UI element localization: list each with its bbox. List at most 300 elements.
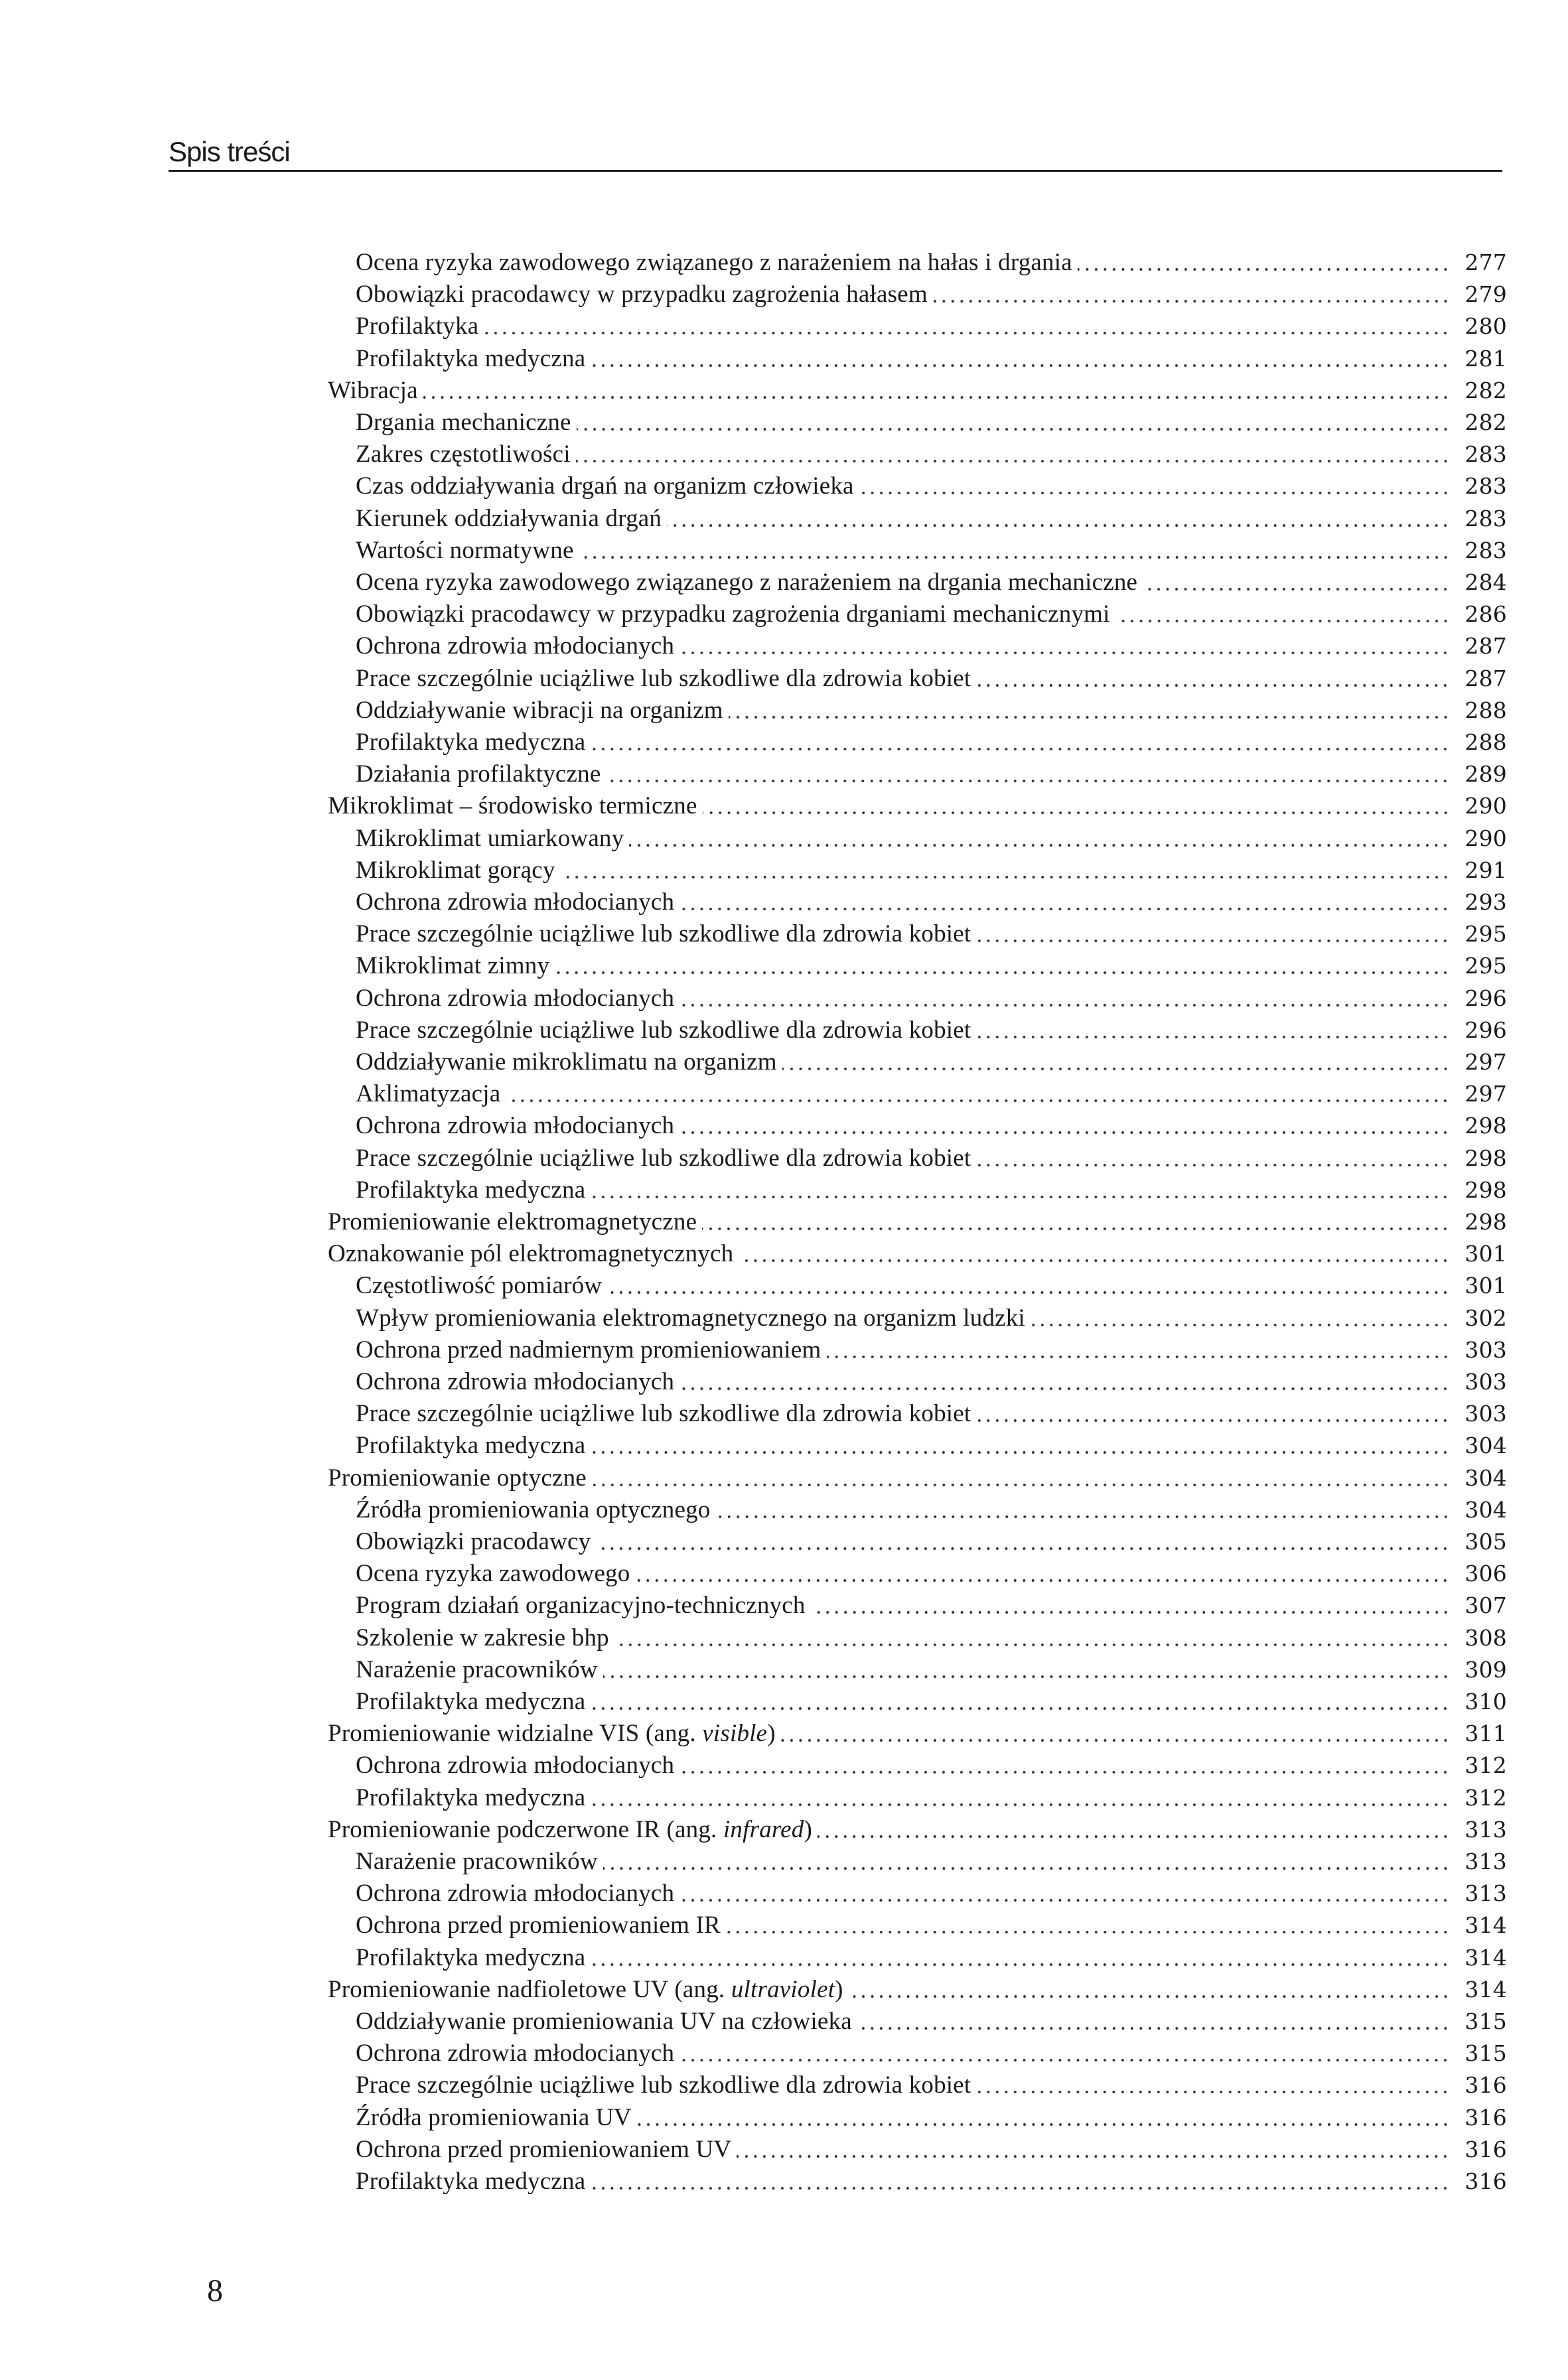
toc-subsection-entry[interactable] [356, 535, 1507, 567]
entry-page-number: 316 [1464, 2104, 1507, 2131]
dot-leader [679, 1898, 1450, 1902]
entry-page-number: 298 [1464, 1113, 1507, 1139]
entry-page-number: 308 [1464, 1624, 1507, 1651]
entry-title [328, 1974, 843, 2006]
entry-page-number: 289 [1464, 761, 1507, 788]
entry-page-number: 305 [1464, 1529, 1507, 1555]
entry-page-number: 286 [1464, 601, 1507, 628]
entry-title-text: Wartości normatywne [356, 536, 574, 564]
entry-page-number: 280 [1464, 313, 1507, 340]
entry-title [356, 1430, 585, 1462]
toc-subsection-entry[interactable] [356, 1398, 1507, 1430]
entry-page-number: 316 [1464, 2168, 1507, 2194]
toc-subsection-entry[interactable] [356, 1526, 1507, 1558]
entry-title-text: Wibracja [328, 376, 418, 404]
entry-title [356, 1942, 585, 1974]
dot-leader [603, 1675, 1450, 1679]
entry-title [356, 886, 674, 918]
entry-page-number: 291 [1464, 857, 1507, 883]
dot-leader [782, 1067, 1450, 1071]
entry-title-text: Aklimatyzacja [356, 1080, 501, 1108]
dot-leader [591, 1707, 1450, 1711]
entry-page-number: 293 [1464, 889, 1507, 915]
entry-title [356, 1878, 674, 1910]
toc-subsection-entry[interactable] [356, 695, 1507, 727]
toc-subsection-entry[interactable] [356, 1622, 1507, 1654]
toc-subsection-entry[interactable] [356, 470, 1507, 502]
toc-subsection-entry[interactable] [356, 1494, 1507, 1526]
dot-leader [716, 1515, 1451, 1519]
entry-title-text: Promieniowanie widzialne VIS (ang. [328, 1720, 703, 1748]
dot-leader [976, 939, 1450, 943]
toc-subsection-entry[interactable] [356, 663, 1507, 695]
entry-title [328, 1238, 733, 1270]
entry-page-number: 304 [1464, 1433, 1507, 1459]
dot-leader [423, 395, 1450, 399]
entry-page-number: 298 [1464, 1209, 1507, 1235]
entry-title-text: Obowiązki pracodawcy [356, 1528, 591, 1555]
entry-title [356, 2069, 971, 2101]
entry-title-text: Ochrona zdrowia młodocianych [356, 2040, 675, 2067]
entry-page-number: 282 [1464, 409, 1507, 435]
entry-page-number: 295 [1464, 953, 1507, 979]
toc-subsection-entry[interactable] [356, 598, 1507, 630]
entry-title [356, 279, 928, 311]
dot-leader [577, 427, 1450, 431]
entry-title-text: Profilaktyka medyczna [356, 2168, 586, 2195]
dot-leader [679, 907, 1450, 911]
dot-leader [849, 1995, 1450, 1998]
dot-leader [591, 364, 1450, 368]
entry-title [356, 2102, 632, 2134]
entry-title-text: Ochrona przed nadmiernym promieniowaniem [356, 1336, 821, 1364]
dot-leader [555, 971, 1450, 975]
dot-leader [679, 1387, 1450, 1391]
entry-page-number: 311 [1464, 1720, 1507, 1747]
entry-page-number: 290 [1464, 793, 1507, 819]
entry-page-number: 313 [1464, 1816, 1507, 1843]
entry-title-text: Szkolenie w zakresie bhp [356, 1624, 609, 1651]
dot-leader [703, 811, 1450, 815]
toc-subsection-entry[interactable] [356, 1878, 1507, 1910]
toc-section-entry[interactable] [328, 1462, 1507, 1494]
dot-leader [679, 2058, 1450, 2062]
dot-leader [591, 1803, 1450, 1807]
toc-section-entry[interactable] [328, 1238, 1507, 1270]
entry-title [356, 311, 478, 342]
entry-title-text: Oddziaływanie promieniowania UV na człowieka [356, 2008, 852, 2035]
entry-page-number: 288 [1464, 697, 1507, 723]
entry-title-text: Częstotliwość pomiarów [356, 1272, 603, 1300]
toc-section-entry[interactable] [328, 1206, 1507, 1238]
toc-section-entry[interactable] [328, 1718, 1507, 1750]
entry-title-text: Profilaktyka medyczna [356, 1784, 586, 1811]
entry-title [328, 1718, 776, 1750]
entry-title [328, 1462, 587, 1494]
dot-leader [702, 1227, 1450, 1231]
dot-leader [679, 1131, 1450, 1135]
entry-page-number: 298 [1464, 1145, 1507, 1171]
running-header: Spis treści [169, 136, 290, 167]
toc-section-entry[interactable] [328, 1974, 1507, 2006]
entry-title [356, 1526, 591, 1558]
toc-subsection-entry[interactable] [356, 1558, 1507, 1590]
entry-title [356, 343, 585, 375]
toc-subsection-entry[interactable] [356, 823, 1507, 855]
entry-title-text: Prace szczególnie uciążliwe lub szkodliwe dla zdrowia kobiet [356, 2071, 971, 2099]
entry-title [356, 535, 574, 567]
entry-title-text: Narażenie pracowników [356, 1655, 598, 1683]
dot-leader [729, 715, 1450, 719]
entry-page-number: 295 [1464, 921, 1507, 947]
toc-subsection-entry[interactable] [356, 950, 1507, 982]
entry-title [328, 1206, 697, 1238]
entry-title-text: Profilaktyka [356, 313, 479, 340]
toc-subsection-entry[interactable] [356, 727, 1507, 758]
entry-title-text: Mikroklimat – środowisko termiczne [328, 792, 697, 820]
entry-title-text: Źródła promieniowania optycznego [356, 1496, 711, 1523]
entry-title-text: Ochrona zdrowia młodocianych [356, 1368, 675, 1395]
toc-subsection-entry[interactable] [356, 2006, 1507, 2038]
entry-title-text: Działania profilaktyczne [356, 760, 601, 788]
entry-title [356, 823, 624, 855]
toc-subsection-entry[interactable] [356, 1302, 1507, 1334]
toc-subsection-entry[interactable] [356, 886, 1507, 918]
entry-title-text: Ocena ryzyka zawodowego związanego z narażeniem na hałas i drgania [356, 249, 1072, 276]
entry-title-text: Prace szczególnie uciążliwe lub szkodliwe dla zdrowia kobiet [356, 1400, 971, 1428]
entry-page-number: 315 [1464, 2040, 1507, 2067]
entry-title-text: Profilaktyka medyczna [356, 1432, 586, 1460]
entry-page-number: 282 [1464, 377, 1507, 403]
entry-page-number: 296 [1464, 985, 1507, 1011]
dot-leader [859, 491, 1450, 495]
toc-subsection-entry[interactable] [356, 2102, 1507, 2134]
entry-title [328, 790, 697, 822]
entry-title-text: Promieniowanie podczerwone IR (ang. [328, 1815, 723, 1843]
entry-title [356, 247, 1072, 279]
entry-title-text: Ochrona przed promieniowaniem UV [356, 2135, 732, 2163]
entry-title-text: Ochrona zdrowia młodocianych [356, 984, 675, 1012]
entry-title-text: Ochrona przed promieniowaniem IR [356, 1912, 721, 1939]
dot-leader [781, 1738, 1450, 1742]
toc-subsection-entry[interactable] [356, 247, 1507, 279]
entry-page-number: 283 [1464, 505, 1507, 531]
entry-title [356, 1046, 777, 1078]
entry-page-number: 314 [1464, 1976, 1507, 2002]
entry-title [356, 1078, 500, 1110]
dot-leader [629, 843, 1450, 847]
toc-subsection-entry[interactable] [356, 983, 1507, 1015]
dot-leader [607, 1291, 1450, 1295]
entry-page-number: 304 [1464, 1496, 1507, 1523]
entry-page-number: 313 [1464, 1880, 1507, 1907]
entry-title [356, 503, 662, 535]
entry-page-number: 307 [1464, 1592, 1507, 1619]
toc-subsection-entry[interactable] [356, 343, 1507, 375]
toc-subsection-entry[interactable] [356, 1143, 1507, 1174]
toc-subsection-entry[interactable] [356, 2038, 1507, 2069]
toc-subsection-entry[interactable] [356, 1366, 1507, 1398]
entry-page-number: 279 [1464, 281, 1507, 308]
dot-leader [679, 1003, 1450, 1007]
toc-section-entry[interactable] [328, 790, 1507, 822]
entry-title [356, 470, 854, 502]
toc-subsection-entry[interactable] [356, 1046, 1507, 1078]
entry-title-italic: visible [702, 1720, 768, 1748]
toc-subsection-entry[interactable] [356, 2134, 1507, 2166]
entry-title [356, 1015, 971, 1046]
toc-subsection-entry[interactable] [356, 279, 1507, 311]
entry-title-text: Zakres częstotliwości [356, 441, 571, 468]
entry-title-text: Profilaktyka medyczna [356, 344, 586, 372]
entry-title [356, 1686, 585, 1718]
entry-title-text: Prace szczególnie uciążliwe lub szkodliwe dla zdrowia kobiet [356, 920, 971, 948]
dot-leader [576, 459, 1450, 463]
dot-leader [506, 1099, 1450, 1103]
dot-leader [1078, 267, 1450, 271]
dot-leader [592, 1483, 1450, 1487]
entry-title [356, 1494, 711, 1526]
entry-title-text: Obowiązki pracodawcy w przypadku zagrożenia hałasem [356, 281, 928, 309]
toc-subsection-entry[interactable] [356, 439, 1507, 470]
entry-page-number: 312 [1464, 1752, 1507, 1779]
entry-title [356, 2166, 585, 2198]
entry-title [356, 1590, 806, 1622]
entry-title-text: Profilaktyka medyczna [356, 729, 586, 756]
entry-page-number: 284 [1464, 569, 1507, 595]
entry-title-text: Ochrona zdrowia młodocianych [356, 1880, 675, 1908]
entry-page-number: 287 [1464, 665, 1507, 691]
entry-title-text: Mikroklimat zimny [356, 952, 550, 980]
entry-page-number: 309 [1464, 1656, 1507, 1683]
entry-title [356, 1750, 674, 1782]
entry-title-text: Ocena ryzyka zawodowego [356, 1560, 630, 1588]
toc-subsection-entry[interactable] [356, 311, 1507, 342]
entry-title [356, 630, 674, 662]
entry-page-number: 301 [1464, 1241, 1507, 1267]
toc-subsection-entry[interactable] [356, 567, 1507, 598]
toc-subsection-entry[interactable] [356, 1270, 1507, 1302]
entry-title-text: Źródła promieniowania UV [356, 2103, 632, 2131]
entry-title-text: Profilaktyka medyczna [356, 1176, 586, 1204]
dot-leader [739, 1259, 1450, 1263]
entry-title-text: Drgania mechaniczne [356, 409, 571, 436]
entry-page-number: 304 [1464, 1464, 1507, 1491]
entry-title-text: Ochrona zdrowia młodocianych [356, 1752, 675, 1780]
toc-subsection-entry[interactable] [356, 1334, 1507, 1366]
entry-title [356, 2006, 852, 2038]
dot-leader [976, 683, 1450, 687]
toc-subsection-entry[interactable] [356, 1686, 1507, 1718]
entry-title [356, 983, 674, 1015]
dot-leader [827, 1355, 1450, 1359]
entry-page-number: 290 [1464, 825, 1507, 851]
entry-title [356, 439, 571, 470]
dot-leader [591, 1963, 1450, 1967]
entry-title-text: Prace szczególnie uciążliwe lub szkodliwe dla zdrowia kobiet [356, 664, 971, 692]
entry-title-text: Oddziaływanie mikroklimatu na organizm [356, 1048, 777, 1076]
dot-leader [591, 2186, 1450, 2190]
toc-subsection-entry[interactable] [356, 758, 1507, 790]
entry-title-tail: ) [767, 1720, 776, 1748]
entry-page-number: 301 [1464, 1273, 1507, 1299]
entry-title-text: Ochrona zdrowia młodocianych [356, 1112, 675, 1140]
entry-page-number: 298 [1464, 1176, 1507, 1203]
entry-title-text: Narażenie pracowników [356, 1848, 598, 1875]
entry-title-text: Obowiązki pracodawcy w przypadku zagrożenia drganiami mechanicznymi [356, 600, 1110, 628]
entry-title [356, 1910, 721, 1941]
entry-title [356, 1174, 585, 1206]
toc-subsection-entry[interactable] [356, 407, 1507, 439]
dot-leader [976, 2090, 1450, 2094]
dot-leader [667, 524, 1450, 527]
dot-leader [1031, 1323, 1450, 1327]
entry-page-number: 303 [1464, 1401, 1507, 1427]
toc-subsection-entry[interactable] [356, 2166, 1507, 2198]
entry-page-number: 303 [1464, 1369, 1507, 1395]
dot-leader [933, 299, 1450, 303]
entry-title [356, 1366, 674, 1398]
dot-leader [591, 1450, 1450, 1454]
entry-title [356, 695, 723, 727]
toc-subsection-entry[interactable] [356, 1110, 1507, 1142]
entry-title-text: Prace szczególnie uciążliwe lub szkodliwe dla zdrowia kobiet [356, 1016, 971, 1044]
dot-leader [614, 1643, 1450, 1647]
entry-title-text: Ochrona zdrowia młodocianych [356, 632, 675, 660]
entry-page-number: 283 [1464, 473, 1507, 500]
entry-title [328, 375, 418, 407]
toc-section-entry[interactable] [328, 1814, 1507, 1846]
toc-subsection-entry[interactable] [356, 918, 1507, 950]
toc-subsection-entry[interactable] [356, 1750, 1507, 1782]
toc-subsection-entry[interactable] [356, 1015, 1507, 1046]
entry-title-italic: ultraviolet [731, 1975, 835, 2003]
entry-title-text: Promieniowanie nadfioletowe UV (ang. [328, 1975, 731, 2003]
entry-title-text: Wpływ promieniowania elektromagnetycznego na organizm ludzki [356, 1304, 1025, 1332]
dot-leader [679, 1770, 1450, 1774]
entry-title-italic: infrared [723, 1815, 804, 1843]
dot-leader [635, 1578, 1450, 1582]
entry-title [356, 758, 601, 790]
entry-title-text: Oznakowanie pól elektromagnetycznych [328, 1240, 734, 1268]
entry-page-number: 288 [1464, 729, 1507, 755]
toc-subsection-entry[interactable] [356, 1782, 1507, 1814]
entry-title [356, 1302, 1025, 1334]
toc-subsection-entry[interactable] [356, 1910, 1507, 1941]
entry-page-number: 297 [1464, 1081, 1507, 1107]
entry-title-text: Profilaktyka medyczna [356, 1688, 586, 1715]
entry-title [328, 1814, 812, 1846]
entry-title-text: Mikroklimat umiarkowany [356, 824, 624, 852]
entry-page-number: 296 [1464, 1016, 1507, 1043]
toc-subsection-entry[interactable] [356, 1942, 1507, 1974]
toc-subsection-entry[interactable] [356, 2069, 1507, 2101]
entry-title [356, 950, 549, 982]
entry-page-number: 314 [1464, 1912, 1507, 1939]
dot-leader [726, 1930, 1450, 1934]
dot-leader [857, 2026, 1450, 2030]
entry-title-tail: ) [804, 1815, 812, 1843]
entry-title [356, 407, 571, 439]
toc-subsection-entry[interactable] [356, 503, 1507, 535]
toc-subsection-entry[interactable] [356, 855, 1507, 886]
toc-section-entry[interactable] [328, 375, 1507, 407]
entry-title [356, 1398, 971, 1430]
entry-title [356, 1622, 609, 1654]
entry-title [356, 1558, 630, 1590]
entry-title [356, 1654, 598, 1686]
toc-subsection-entry[interactable] [356, 630, 1507, 662]
dot-leader [737, 2154, 1450, 2158]
entry-title-text: Mikroklimat gorący [356, 856, 555, 884]
entry-page-number: 302 [1464, 1304, 1507, 1331]
dot-leader [1115, 619, 1450, 623]
entry-page-number: 312 [1464, 1784, 1507, 1811]
entry-title-text: Kierunek oddziaływania drgań [356, 504, 662, 532]
entry-page-number: 310 [1464, 1689, 1507, 1715]
page-number: 8 [207, 2273, 223, 2308]
entry-title-tail: ) [835, 1975, 843, 2003]
dot-leader [976, 1035, 1450, 1039]
header-rule [169, 170, 1502, 172]
dot-leader [484, 331, 1450, 335]
entry-page-number: 277 [1464, 249, 1507, 275]
entry-page-number: 315 [1464, 2008, 1507, 2034]
dot-leader [561, 875, 1450, 879]
dot-leader [679, 651, 1450, 655]
entry-page-number: 306 [1464, 1561, 1507, 1587]
entry-title [356, 567, 1137, 598]
dot-leader [579, 555, 1450, 559]
toc-subsection-entry[interactable] [356, 1654, 1507, 1686]
toc-subsection-entry[interactable] [356, 1590, 1507, 1622]
entry-title-text: Ocena ryzyka zawodowego związanego z narażeniem na drgania mechaniczne [356, 569, 1138, 596]
entry-page-number: 283 [1464, 537, 1507, 563]
entry-title [356, 727, 585, 758]
dot-leader [818, 1835, 1450, 1839]
entry-title [356, 1334, 821, 1366]
entry-title [356, 1846, 598, 1878]
entry-page-number: 314 [1464, 1944, 1507, 1971]
entry-page-number: 316 [1464, 2072, 1507, 2099]
entry-title [356, 855, 555, 886]
toc-subsection-entry[interactable] [356, 1430, 1507, 1462]
entry-title-text: Promieniowanie optyczne [328, 1464, 587, 1492]
entry-page-number: 283 [1464, 441, 1507, 468]
entry-title-text: Czas oddziaływania drgań na organizm człowieka [356, 472, 854, 500]
entry-title-text: Prace szczególnie uciążliwe lub szkodliwe dla zdrowia kobiet [356, 1144, 971, 1172]
dot-leader [1143, 587, 1450, 591]
toc-subsection-entry[interactable] [356, 1846, 1507, 1878]
dot-leader [603, 1866, 1450, 1870]
entry-title [356, 918, 971, 950]
entry-page-number: 297 [1464, 1049, 1507, 1075]
entry-page-number: 316 [1464, 2136, 1507, 2162]
entry-page-number: 303 [1464, 1336, 1507, 1363]
entry-title-text: Profilaktyka medyczna [356, 1943, 586, 1971]
dot-leader [637, 2123, 1450, 2127]
entry-title [356, 1782, 585, 1814]
entry-title [356, 2134, 731, 2166]
entry-page-number: 281 [1464, 345, 1507, 372]
dot-leader [591, 747, 1450, 751]
entry-page-number: 313 [1464, 1849, 1507, 1874]
entry-title [356, 598, 1110, 630]
toc-subsection-entry[interactable] [356, 1174, 1507, 1206]
entry-title [356, 1270, 602, 1302]
toc-subsection-entry[interactable] [356, 1078, 1507, 1110]
entry-title [356, 1110, 674, 1142]
